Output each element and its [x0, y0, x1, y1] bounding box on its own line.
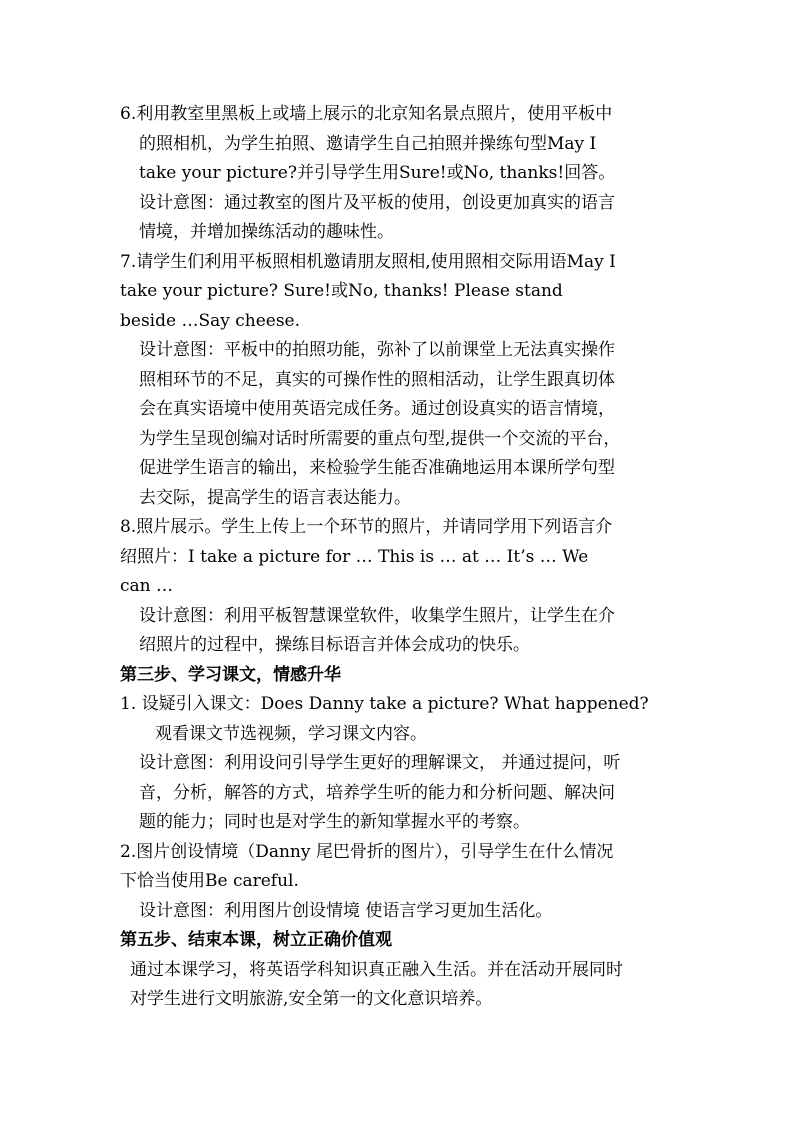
step5-line-1: 通过本课学习，将英语学科知识真正融入生活。并在活动开展同时 — [130, 959, 623, 980]
design-intent-s3-2: 设计意图：利用图片创设情境 使语言学习更加生活化。 — [139, 900, 553, 921]
item-8-line-2: 绍照片：I take a picture for … This is … at … It’s … We — [120, 546, 589, 567]
item-6-line-2: 的照相机，为学生拍照、邀请学生自己拍照并操练句型May I — [139, 133, 597, 154]
item-6-line-3: take your picture?并引导学生用Sure!或No, thanks!回答。 — [139, 163, 616, 183]
design-intent-8-line-2: 绍照片的过程中，操练目标语言并体会成功的快乐。 — [139, 635, 530, 655]
section-heading-step-3: 第三步、学习课文，情感升华 — [120, 664, 341, 685]
design-intent-7-line-1: 设计意图：平板中的拍照功能，弥补了以前课堂上无法真实操作 — [139, 340, 615, 360]
item-8-line-1: 8.照片展示。学生上传上一个环节的照片，并请同学用下列语言介 — [120, 517, 613, 537]
item-6-line-1: 6.利用教室里黑板上或墙上展示的北京知名景点照片，使用平板中 — [120, 104, 613, 124]
design-intent-s3-1-line-2: 音，分析，解答的方式，培养学生听的能力和分析问题、解决问 — [139, 782, 615, 803]
design-intent-6-line-1: 设计意图：通过教室的图片及平板的使用，创设更加真实的语言 — [139, 192, 615, 213]
item-8-line-3: can … — [120, 576, 174, 596]
item-7-line-3: beside …Say cheese. — [120, 310, 301, 331]
item-7-line-2: take your picture? Sure!或No, thanks! Please stand — [120, 281, 563, 301]
design-intent-6-line-2: 情境，并增加操练活动的趣味性。 — [139, 222, 394, 242]
step3-item-1-line-1: 1. 设疑引入课文：Does Danny take a picture? What happened? — [120, 694, 649, 714]
design-intent-7-line-3: 会在真实语境中使用英语完成任务。通过创设真实的语言情境， — [139, 399, 615, 419]
design-intent-7-line-6: 去交际，提高学生的语言表达能力。 — [139, 487, 411, 508]
design-intent-7-line-2: 照相环节的不足，真实的可操作性的照相活动，让学生跟真切体 — [139, 369, 615, 390]
step3-item-1-line-2: 观看课文节选视频，学习课文内容。 — [155, 723, 427, 744]
step3-item-2-line-1: 2.图片创设情境（Danny 尾巴骨折的图片），引导学生在什么情况 — [120, 841, 614, 862]
design-intent-8-line-1: 设计意图：利用平板智慧课堂软件，收集学生照片，让学生在介 — [139, 605, 615, 626]
design-intent-s3-1-line-1: 设计意图：利用设问引导学生更好的理解课文， 并通过提问，听 — [139, 753, 621, 773]
document-page — [120, 100, 680, 1015]
step5-line-2: 对学生进行文明旅游,安全第一的文化意识培养。 — [130, 989, 493, 1009]
step3-item-2-line-2: 下恰当使用Be careful. — [120, 871, 299, 891]
design-intent-s3-1-line-3: 题的能力；同时也是对学生的新知掌握水平的考察。 — [139, 812, 530, 832]
item-7-line-1: 7.请学生们利用平板照相机邀请朋友照相,使用照相交际用语May I — [120, 251, 616, 272]
section-heading-step-5: 第五步、结束本课，树立正确价值观 — [120, 930, 392, 950]
design-intent-7-line-5: 促进学生语言的输出，来检验学生能否准确地运用本课所学句型 — [139, 458, 615, 478]
design-intent-7-line-4: 为学生呈现创编对话时所需要的重点句型,提供一个交流的平台， — [139, 428, 621, 449]
